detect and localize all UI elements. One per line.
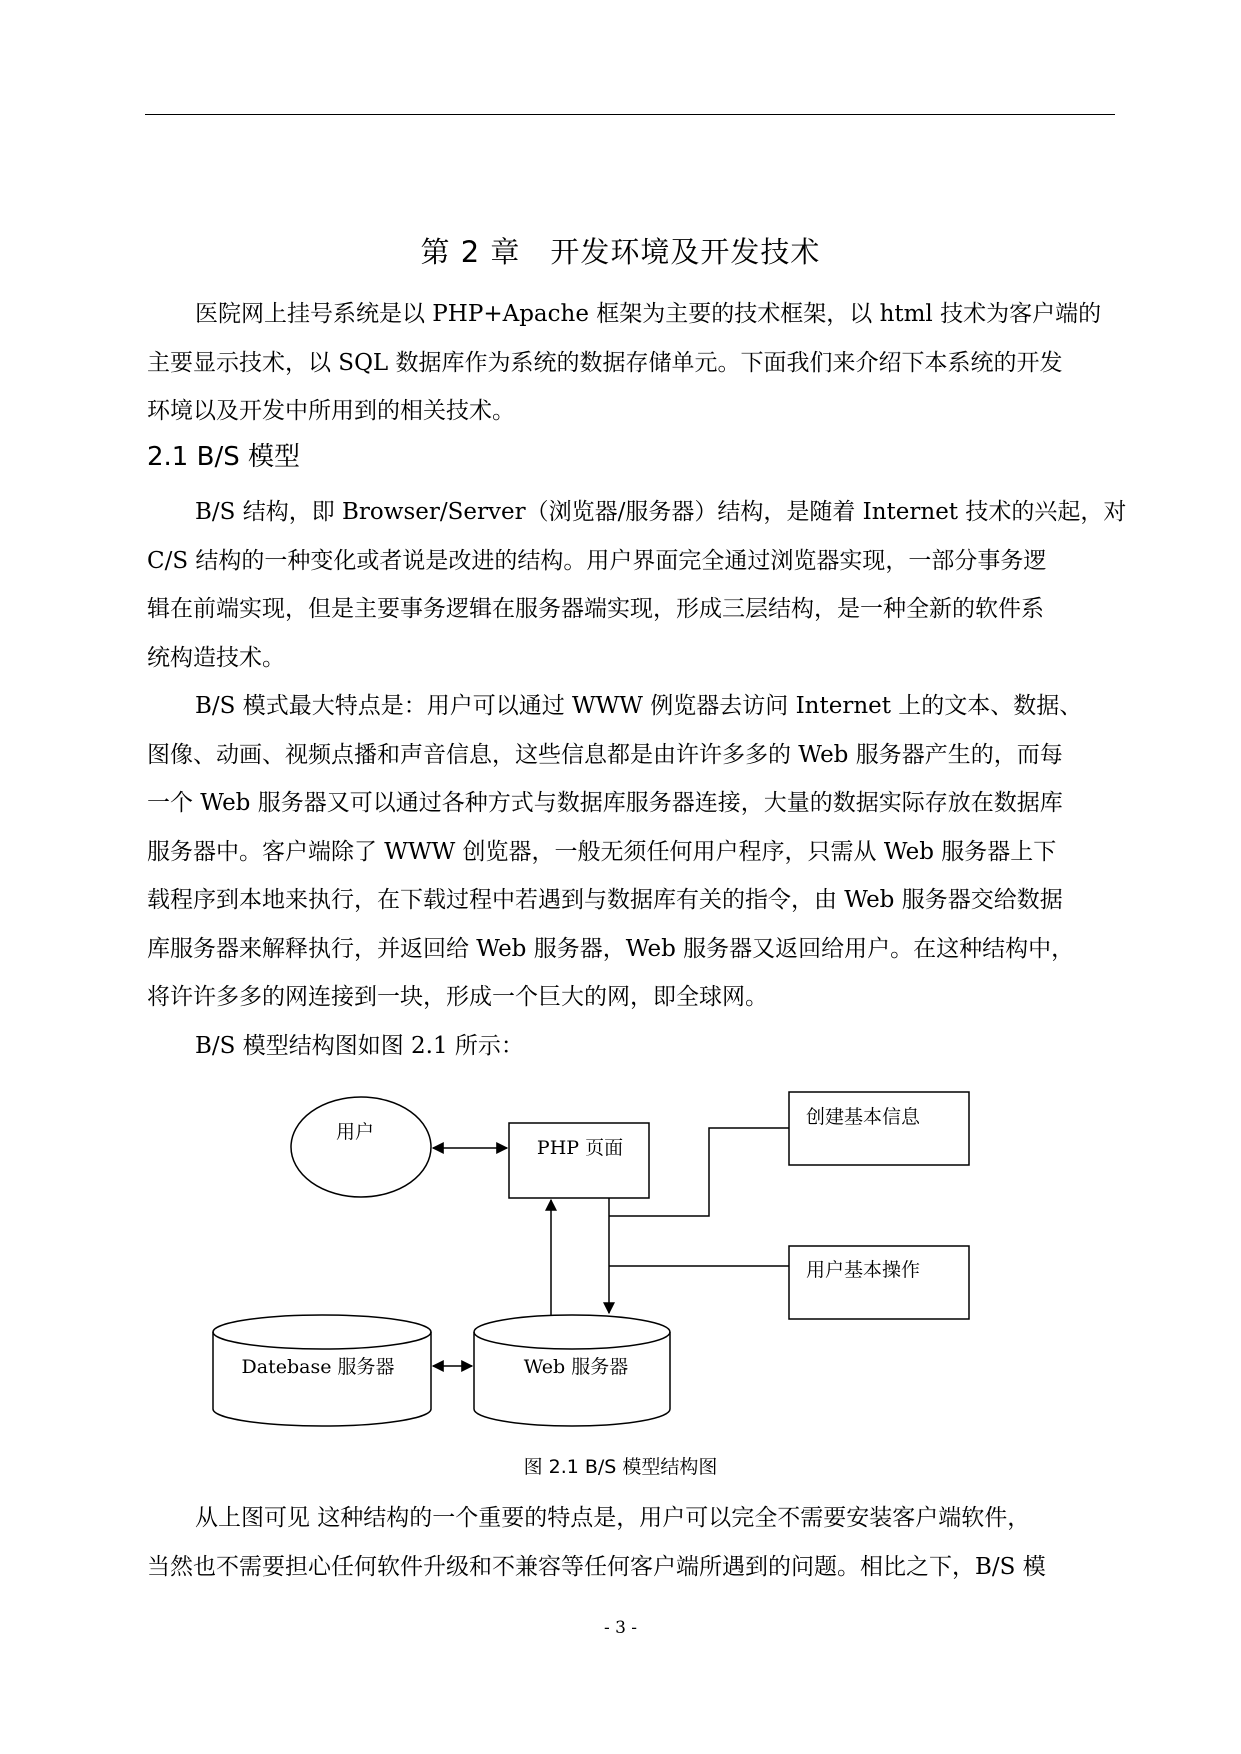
header-rule	[145, 114, 1115, 115]
text-line: B/S 模式最大特点是：用户可以通过 WWW 例览器去访问 Internet 上的文本、数据、	[195, 693, 1083, 719]
intro-paragraph	[147, 290, 1115, 436]
text-line: 医院网上挂号系统是以 PHP+Apache 框架为主要的技术框架，以 html 技术为客户端的	[195, 301, 1102, 327]
text-line: 将许许多多的网连接到一块，形成一个巨大的网，即全球网。	[147, 984, 768, 1010]
user-label: 用户	[335, 1121, 375, 1143]
php-page-label: PHP 页面	[536, 1137, 624, 1159]
text-line: 服务器中。客户端除了 WWW 创览器，一般无须任何用户程序，只需从 Web 服务器上下	[147, 838, 1057, 865]
bs-model-diagram	[0, 1060, 1241, 1450]
text-line: B/S 模型结构图如图 2.1 所示：	[195, 1033, 524, 1059]
text-line: 环境以及开发中所用到的相关技术。	[147, 398, 515, 424]
create-info-label: 创建基本信息	[806, 1106, 921, 1128]
text-line: C/S 结构的一种变化或者说是改进的结构。用户界面完全通过浏览器实现，一部分事务逻	[147, 547, 1047, 574]
chapter-title: 第 2 章 开发环境及开发技术	[420, 235, 821, 269]
paragraph-bs-features	[147, 682, 1115, 1022]
text-line: 从上图可见 这种结构的一个重要的特点是，用户可以完全不需要安装客户端软件，	[195, 1505, 1031, 1531]
text-line: 统构造技术。	[147, 644, 285, 671]
text-line: 图像、动画、视频点播和声音信息，这些信息都是由许许多多的 Web 服务器产生的，而每	[147, 741, 1063, 768]
section-title: 2.1 B/S 模型	[147, 442, 300, 472]
text-line: 一个 Web 服务器又可以通过各种方式与数据库服务器连接，大量的数据实际存放在数据库	[147, 790, 1063, 816]
page-number: - 3 -	[603, 1618, 638, 1638]
php-page-node	[509, 1123, 649, 1198]
figure-caption: 图 2.1 B/S 模型结构图	[523, 1456, 718, 1478]
paragraph-bs-structure	[147, 488, 1127, 682]
text-line: 辑在前端实现，但是主要事务逻辑在服务器端实现，形成三层结构，是一种全新的软件系	[147, 596, 1044, 622]
text-line: B/S 结构，即 Browser/Server（浏览器/服务器）结构，是随着 Internet 技术的兴起，对	[195, 499, 1127, 525]
create-info-node	[789, 1092, 969, 1165]
paragraph-conclusion	[147, 1494, 1115, 1591]
user-node	[291, 1097, 431, 1197]
text-line: 载程序到本地来执行，在下载过程中若遇到与数据库有关的指令，由 Web 服务器交给数据	[147, 887, 1063, 913]
text-line: 主要显示技术，以 SQL 数据库作为系统的数据存储单元。下面我们来介绍下本系统的开发	[147, 349, 1063, 376]
web-server-label: Web 服务器	[523, 1356, 629, 1378]
user-ops-node	[789, 1246, 969, 1319]
text-line: 当然也不需要担心任何软件升级和不兼容等任何客户端所遇到的问题。相比之下，B/S 模	[147, 1553, 1046, 1580]
create-info-connector	[609, 1128, 789, 1216]
text-line: 库服务器来解释执行，并返回给 Web 服务器，Web 服务器又返回给用户。在这种结构中，	[147, 935, 1075, 962]
user-ops-label: 用户基本操作	[806, 1259, 921, 1281]
database-server-label: Datebase 服务器	[241, 1356, 395, 1378]
